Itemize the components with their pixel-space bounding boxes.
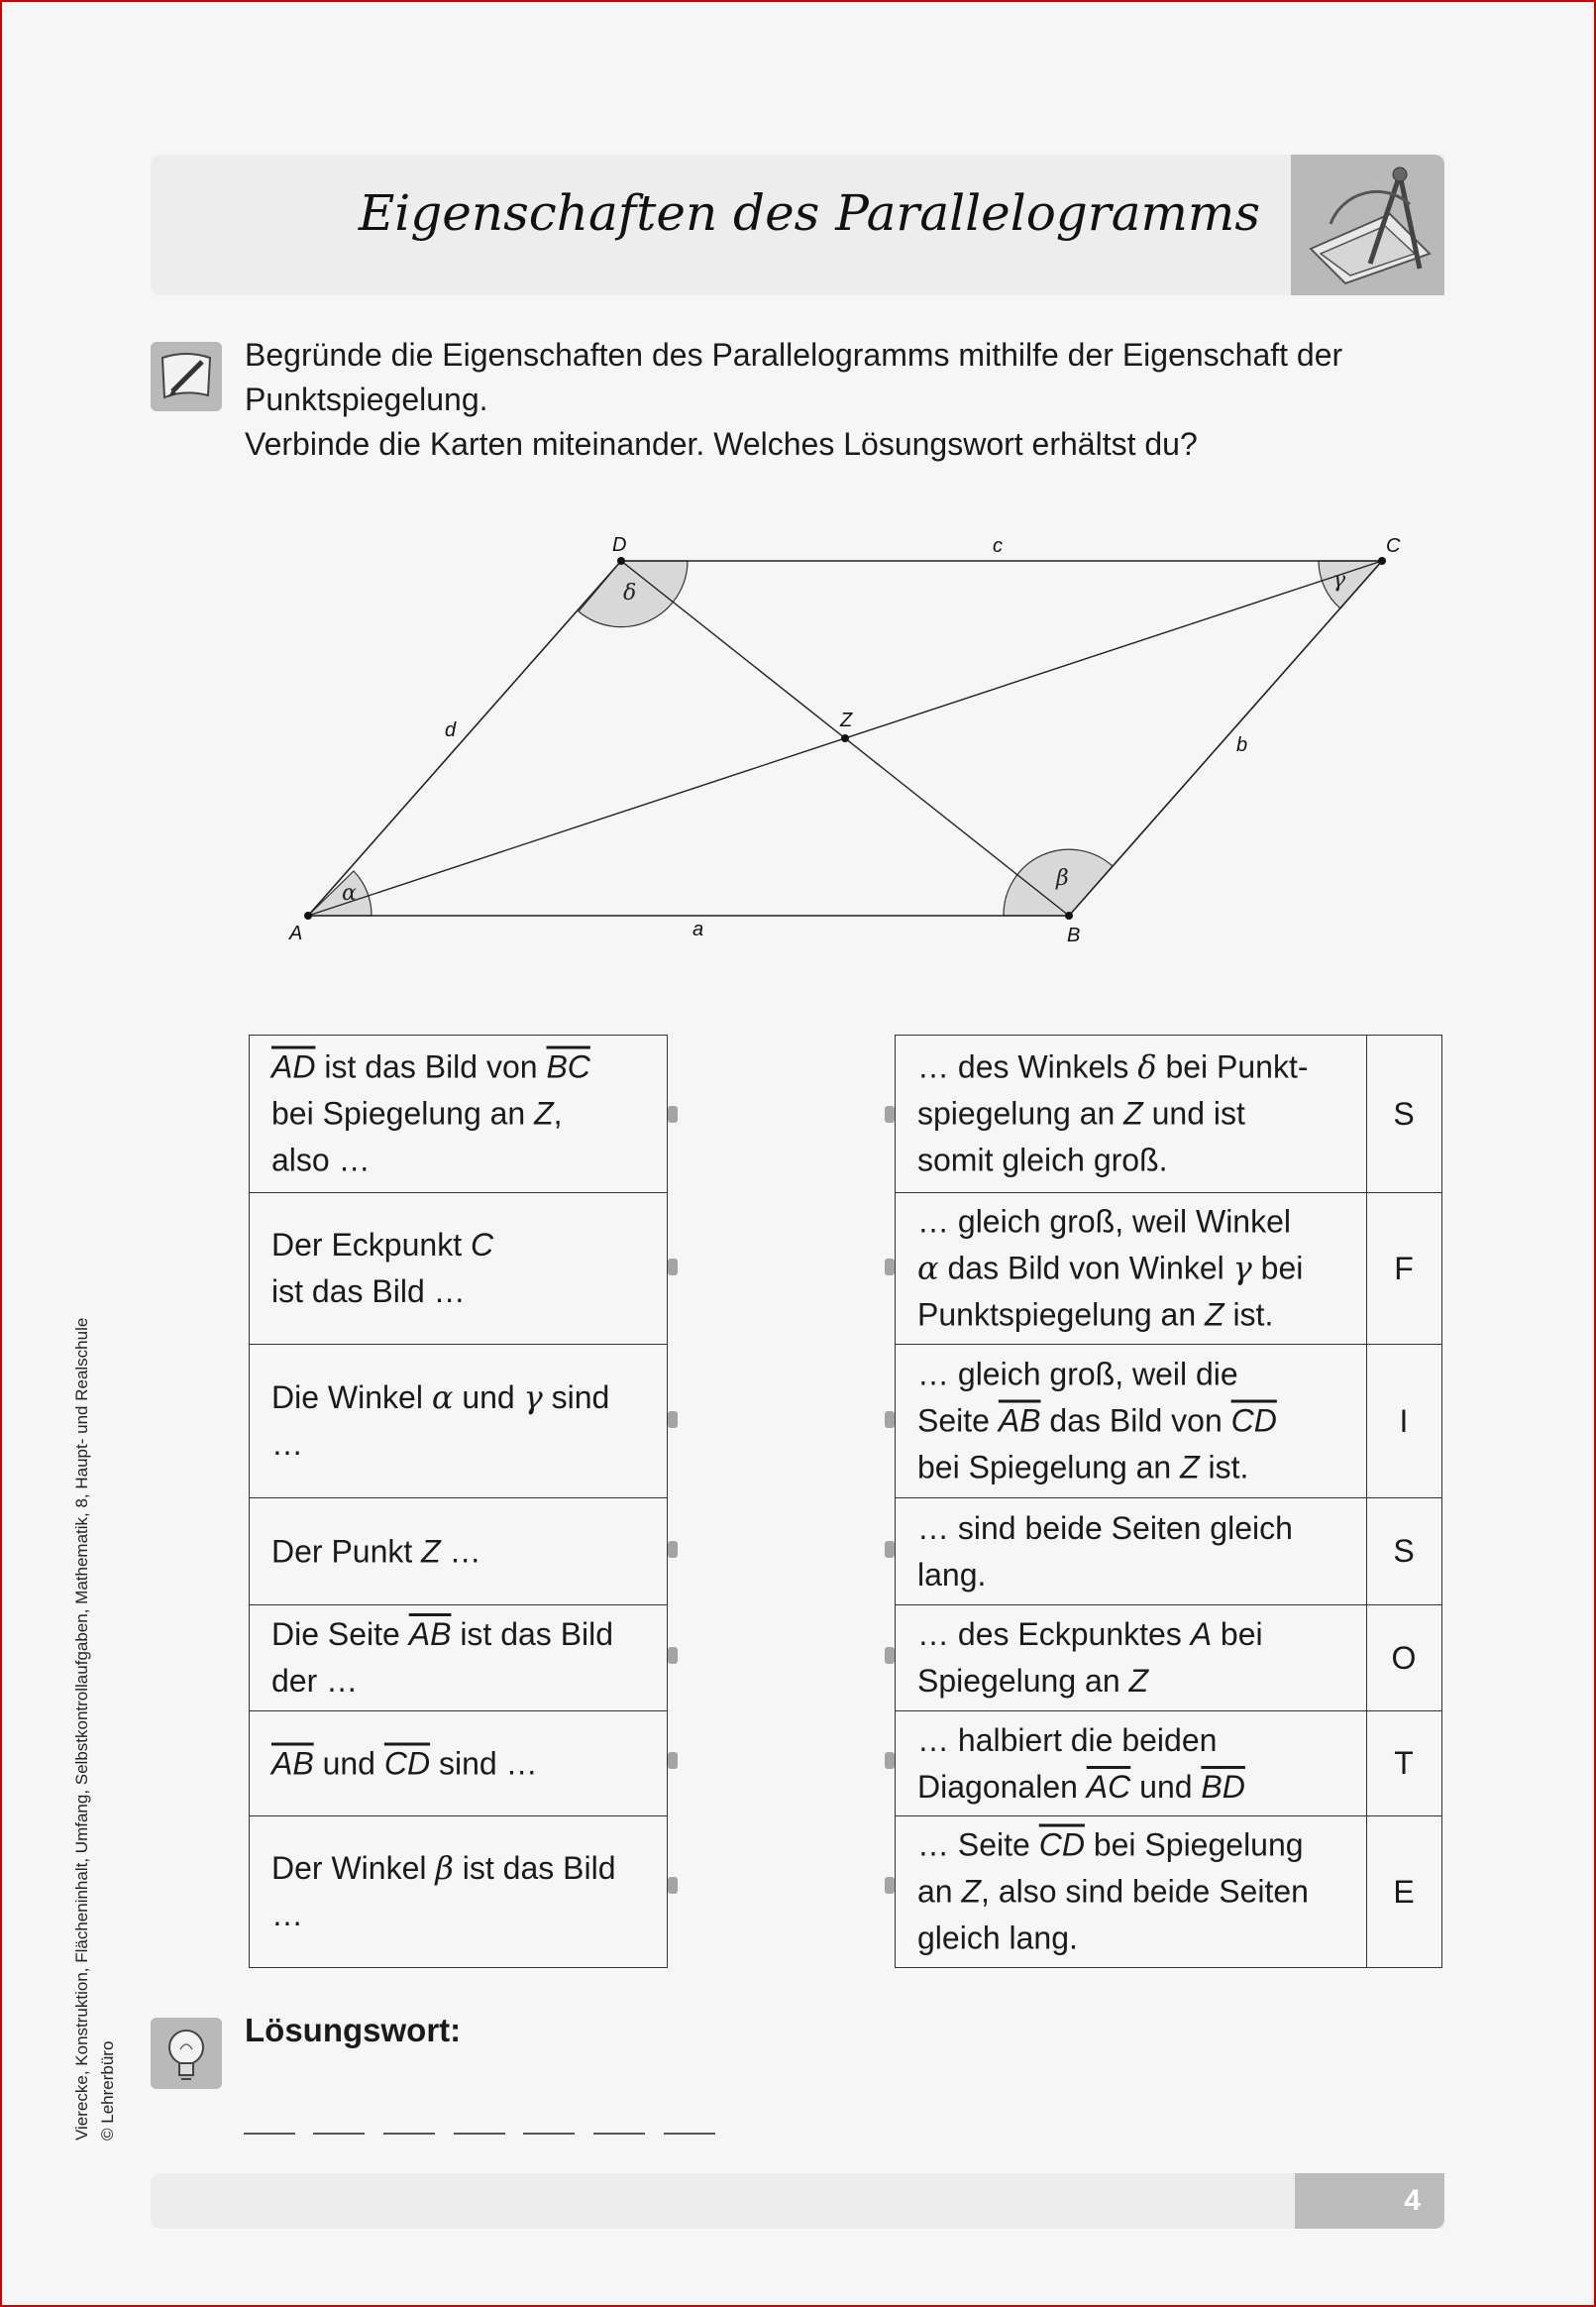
solution-word-label: Lösungswort: — [245, 2012, 462, 2048]
delta-symbol: δ — [1137, 1047, 1157, 1086]
right-card-4[interactable] — [895, 1497, 1367, 1605]
angle-alpha-sector — [308, 871, 372, 916]
page-title: Eigenschaften des Parallelogramms — [358, 184, 1260, 242]
right-connector-1[interactable] — [885, 1106, 895, 1123]
card-text: … des Winkels — [917, 1048, 1138, 1085]
right-connector-4[interactable] — [885, 1541, 895, 1558]
task-instructions — [245, 333, 1453, 467]
card-text: … — [440, 1533, 481, 1569]
card-text: , also sind beide Seiten — [981, 1873, 1309, 1910]
card-text: Spiegelung an — [917, 1663, 1129, 1699]
label-a: A — [289, 923, 303, 944]
card-text: bei Spiegelung — [1084, 1826, 1304, 1863]
label-gamma: γ — [1332, 568, 1346, 593]
point-z-dot — [841, 734, 849, 742]
side-credits-line-2: © Lehrerbüro — [98, 2040, 117, 2141]
left-card-7[interactable] — [249, 1815, 668, 1968]
right-card-3[interactable] — [895, 1344, 1367, 1498]
segment-bd: $\overline{BD}$ — [1201, 1768, 1245, 1805]
card-text: Die Seite — [271, 1616, 409, 1652]
solution-blank-7[interactable] — [664, 2133, 715, 2135]
point-c-dot — [1378, 557, 1386, 565]
point-a-dot — [304, 912, 312, 920]
card-text: bei — [1251, 1250, 1304, 1286]
card-text: … sind beide Seiten gleich — [917, 1509, 1293, 1546]
lightbulb-icon — [151, 2018, 222, 2089]
geometry-tools-illustration — [1291, 155, 1444, 295]
solution-blank-6[interactable] — [593, 2133, 645, 2135]
gamma-symbol: γ — [523, 1378, 543, 1416]
label-alpha: α — [342, 881, 357, 906]
point-d-dot — [617, 557, 625, 565]
alpha-symbol: α — [431, 1378, 454, 1416]
right-connector-5[interactable] — [885, 1647, 895, 1664]
left-connector-6[interactable] — [668, 1752, 678, 1769]
card-text: und — [313, 1745, 384, 1781]
left-connector-7[interactable] — [668, 1877, 678, 1894]
segment-ad: $\overline{AD}$ — [271, 1048, 316, 1085]
card-text: Der Punkt — [271, 1533, 422, 1569]
point-z: Z — [1123, 1095, 1143, 1132]
letter-cell-1: S — [1366, 1035, 1442, 1193]
letter-cell-4: S — [1366, 1497, 1442, 1605]
card-text: somit gleich groß. — [917, 1142, 1168, 1178]
card-text: sind — [542, 1379, 610, 1415]
point-z: Z — [534, 1095, 554, 1132]
card-text: … halbiert die beiden — [917, 1721, 1218, 1758]
segment-cd: $\overline{CD}$ — [1038, 1826, 1085, 1863]
card-text: ist das Bild von — [315, 1048, 547, 1085]
point-c: C — [470, 1227, 494, 1263]
letter-cell-3: I — [1366, 1344, 1442, 1498]
card-text: … gleich groß, weil die — [917, 1356, 1238, 1392]
card-text: an — [917, 1873, 962, 1910]
left-card-1[interactable] — [249, 1035, 668, 1193]
letter-cell-7: E — [1366, 1815, 1442, 1968]
card-text: bei Spiegelung an — [917, 1449, 1181, 1485]
letter-cell-5: O — [1366, 1604, 1442, 1711]
segment-ab: $\overline{AB}$ — [271, 1745, 314, 1781]
card-text: und ist — [1142, 1095, 1245, 1132]
left-connector-3[interactable] — [668, 1411, 678, 1428]
point-b-dot — [1065, 912, 1073, 920]
solution-blank-2[interactable] — [313, 2133, 365, 2135]
segment-cd: $\overline{CD}$ — [1230, 1402, 1277, 1439]
card-text: Diagonalen — [917, 1768, 1087, 1805]
segment-cd: $\overline{CD}$ — [383, 1745, 431, 1781]
right-card-1[interactable] — [895, 1035, 1367, 1193]
card-text: ist das Bild — [451, 1616, 614, 1652]
card-text: Die Winkel — [271, 1379, 432, 1415]
card-text: gleich lang. — [917, 1920, 1078, 1956]
card-text: also … — [271, 1142, 371, 1178]
left-card-3[interactable] — [249, 1344, 668, 1498]
point-z: Z — [1205, 1296, 1224, 1333]
point-z: Z — [1128, 1663, 1149, 1699]
card-text: … Seite — [917, 1826, 1039, 1863]
card-text: … — [271, 1897, 303, 1932]
right-card-2[interactable] — [895, 1192, 1367, 1345]
card-text: , — [553, 1095, 563, 1132]
left-card-2[interactable] — [249, 1192, 668, 1345]
point-a: A — [1190, 1616, 1213, 1652]
side-credits-line-1: Vierecke, Konstruktion, Flächeninhalt, Umfang, Selbstkontrollaufgaben, Mathematik, 8, Haupt- und Realschule — [72, 1317, 91, 2141]
label-side-d: d — [445, 719, 457, 741]
left-card-6[interactable] — [249, 1710, 668, 1816]
left-card-4[interactable] — [249, 1497, 668, 1605]
label-c: C — [1386, 535, 1401, 557]
left-connector-2[interactable] — [668, 1259, 678, 1275]
letter-cell-2: F — [1366, 1192, 1442, 1345]
segment-bc: $\overline{BC}$ — [546, 1048, 590, 1085]
label-side-a: a — [692, 919, 704, 940]
card-text: Der Winkel — [271, 1850, 436, 1886]
task-line-1: Begründe die Eigenschaften des Parallelogramms mithilfe der Eigenschaft der — [245, 337, 1343, 373]
segment-ab: $\overline{AB}$ — [998, 1402, 1041, 1439]
left-card-5[interactable] — [249, 1604, 668, 1711]
angle-gamma-sector — [1319, 561, 1382, 608]
card-text: das Bild von Winkel — [938, 1250, 1233, 1286]
gamma-symbol: γ — [1232, 1249, 1252, 1287]
label-z: Z — [840, 710, 853, 731]
card-text: ist. — [1199, 1449, 1249, 1485]
card-text: … des Eckpunktes — [917, 1616, 1191, 1652]
left-connector-1[interactable] — [668, 1106, 678, 1123]
point-z: Z — [961, 1873, 982, 1910]
card-text: bei Punkt- — [1156, 1048, 1309, 1085]
card-text: bei Spiegelung an — [271, 1095, 535, 1132]
pencil-paper-icon — [151, 342, 222, 411]
solution-blank-5[interactable] — [523, 2133, 575, 2135]
card-text: ist das Bild — [453, 1850, 616, 1886]
label-side-c: c — [993, 535, 1003, 557]
right-connector-7[interactable] — [885, 1877, 895, 1894]
card-text: … gleich groß, weil Winkel — [917, 1203, 1291, 1240]
task-line-3: Verbinde die Karten miteinander. Welches Lösungswort erhältst du? — [245, 426, 1198, 462]
parallelogram-diagram — [267, 510, 1417, 956]
card-text: sind … — [430, 1745, 538, 1781]
card-text: bei — [1212, 1616, 1263, 1652]
label-delta: δ — [623, 581, 637, 605]
right-connector-3[interactable] — [885, 1411, 895, 1428]
card-text: ist. — [1224, 1296, 1274, 1333]
right-card-5[interactable] — [895, 1604, 1367, 1711]
label-side-b: b — [1236, 734, 1248, 756]
letter-cell-6: T — [1366, 1710, 1442, 1816]
right-card-6[interactable] — [895, 1710, 1367, 1816]
label-d: D — [612, 534, 627, 556]
label-b: B — [1067, 925, 1081, 946]
card-text: Punktspiegelung an — [917, 1296, 1205, 1333]
right-connector-2[interactable] — [885, 1259, 895, 1275]
footer-bar — [151, 2173, 1444, 2229]
card-text: und — [1130, 1768, 1202, 1805]
card-text: lang. — [917, 1556, 987, 1593]
segment-ab: $\overline{AB}$ — [408, 1616, 452, 1652]
point-z: Z — [1180, 1449, 1200, 1485]
card-text: ist das Bild … — [271, 1273, 466, 1309]
left-connector-4[interactable] — [668, 1541, 678, 1558]
card-text: das Bild von — [1040, 1402, 1231, 1439]
card-text: Seite — [917, 1402, 999, 1439]
card-text: Der Eckpunkt — [271, 1227, 471, 1263]
solution-blank-4[interactable] — [454, 2133, 505, 2135]
solution-blank-1[interactable] — [244, 2133, 295, 2135]
left-connector-5[interactable] — [668, 1647, 678, 1664]
right-connector-6[interactable] — [885, 1752, 895, 1769]
card-text: der … — [271, 1663, 359, 1699]
label-beta: β — [1056, 866, 1069, 891]
right-card-7[interactable] — [895, 1815, 1367, 1968]
alpha-symbol: α — [917, 1249, 939, 1287]
point-z: Z — [421, 1533, 441, 1569]
solution-blank-3[interactable] — [383, 2133, 435, 2135]
card-text: spiegelung an — [917, 1095, 1124, 1132]
card-text: und — [453, 1379, 524, 1415]
card-text: … — [271, 1426, 303, 1462]
side-credits — [69, 1318, 121, 2141]
task-line-2: Punktspiegelung. — [245, 382, 488, 417]
page-number: 4 — [1295, 2173, 1444, 2229]
beta-symbol: β — [435, 1849, 454, 1887]
segment-ac: $\overline{AC}$ — [1086, 1768, 1131, 1805]
